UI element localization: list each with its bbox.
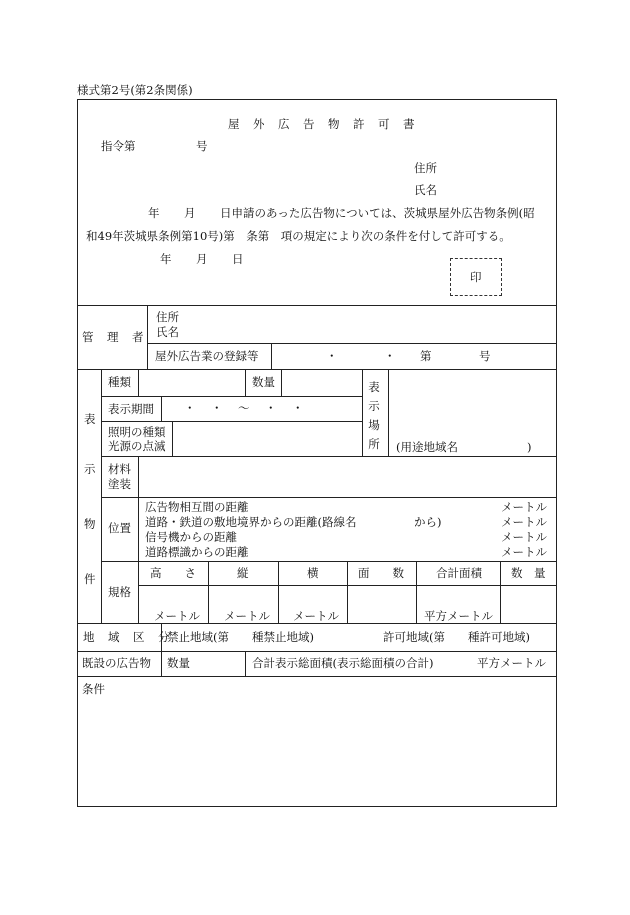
spec-label: 規格 (108, 585, 131, 599)
divider-line (388, 369, 389, 456)
divider-line (101, 396, 362, 397)
lighting-label: 照明の種類 (108, 425, 166, 439)
zone-name: (用途地域名 ) (396, 440, 532, 454)
divider-line (101, 421, 362, 422)
divider-line (101, 456, 557, 457)
location-char: 場 (368, 418, 380, 432)
divider-line (77, 651, 557, 652)
quantity-label: 数量 (252, 375, 275, 389)
divider-line (77, 623, 557, 624)
blinking-label: 光源の点滅 (108, 439, 166, 453)
permit-month: 月 (196, 252, 208, 266)
total-area-unit: 平方メートル (477, 656, 546, 670)
manager-label: 管 理 者 (82, 330, 145, 344)
registration-dot: ・ (326, 349, 338, 363)
divider-line (101, 497, 557, 498)
directive-suffix: 号 (196, 139, 208, 153)
divider-line (77, 369, 557, 370)
existing-signs-label: 既設の広告物 (82, 656, 151, 670)
distance-unit: メートル (501, 545, 547, 559)
total-area-label: 合計表示総面積(表示総面積の合計) (252, 656, 434, 670)
divider-line (101, 561, 557, 562)
manager-address-label: 住所 (156, 310, 179, 324)
display-vertical-char: 示 (84, 462, 96, 476)
spec-unit-width: メートル (293, 609, 339, 623)
body-text-line1: 日申請のあった広告物については、茨城県屋外広告物条例(昭 (220, 206, 535, 220)
manager-name-label: 氏名 (156, 325, 179, 339)
registration-number-suffix: 号 (479, 349, 491, 363)
display-vertical-char: 件 (84, 572, 96, 586)
divider-line (77, 676, 557, 677)
distance-unit: メートル (501, 515, 547, 529)
divider-line (245, 369, 246, 396)
divider-line (416, 561, 417, 623)
distance-unit: メートル (501, 500, 547, 514)
type-label: 種類 (108, 375, 131, 389)
directive-prefix: 指令第 (101, 139, 136, 153)
divider-line (161, 651, 162, 676)
spec-header-width: 横 (307, 566, 319, 580)
location-char: 表 (368, 380, 380, 394)
permitted-zone: 許可地域(第 種許可地域) (383, 630, 530, 644)
spec-header-total-area: 合計面積 (436, 566, 482, 580)
spec-header-length: 縦 (237, 566, 249, 580)
distance-item: 道路・鉄道の敷地境界からの距離(路線名 から) (145, 515, 442, 529)
period-label: 表示期間 (108, 402, 154, 416)
distance-unit: メートル (501, 530, 547, 544)
registration-number-prefix: 第 (420, 349, 432, 363)
seal-mark: 印 (470, 270, 482, 284)
material-label: 材料 (108, 462, 131, 476)
divider-line (138, 369, 139, 396)
zone-label: 地 域 区 分 (83, 630, 171, 644)
spec-unit-length: メートル (224, 609, 270, 623)
location-char: 示 (368, 399, 380, 413)
document-title: 屋 外 広 告 物 許 可 書 (228, 117, 416, 131)
registration-dot: ・ (384, 349, 396, 363)
distance-item: 道路標識からの距離 (145, 545, 249, 559)
divider-line (347, 561, 348, 623)
divider-line (271, 343, 272, 369)
spec-unit-total-area: 平方メートル (424, 609, 493, 623)
body-text-line2: 和49年茨城県条例第10号)第 条第 項の規定により次の条件を付して許可する。 (86, 229, 511, 243)
prohibited-zone: 禁止地域(第 種禁止地域) (167, 630, 314, 644)
position-label: 位置 (108, 521, 131, 535)
form-number: 様式第2号(第2条関係) (77, 83, 193, 97)
spec-header-height: 高 さ (150, 566, 196, 580)
permit-day: 日 (232, 252, 244, 266)
divider-line (138, 497, 139, 561)
divider-line (281, 369, 282, 396)
divider-line (500, 561, 501, 623)
divider-line (101, 369, 102, 623)
applicant-name-label: 氏名 (414, 183, 437, 197)
divider-line (77, 305, 557, 306)
conditions-label: 条件 (82, 682, 105, 696)
display-vertical-char: 物 (84, 517, 96, 531)
divider-line (138, 456, 139, 497)
permit-year: 年 (160, 252, 172, 266)
divider-line (208, 561, 209, 623)
registration-label: 屋外広告業の登録等 (155, 349, 259, 363)
divider-line (147, 305, 148, 369)
divider-line (245, 651, 246, 676)
applicant-address-label: 住所 (414, 161, 437, 175)
period-pattern: ・ ・ 〜 ・ ・ (184, 401, 306, 415)
divider-line (138, 561, 139, 623)
spec-unit-height: メートル (154, 609, 200, 623)
distance-item: 広告物相互間の距離 (145, 500, 249, 514)
divider-line (362, 369, 363, 456)
location-label (367, 378, 381, 454)
spec-header-count: 数 量 (511, 566, 546, 580)
spec-header-faces: 面 数 (358, 566, 404, 580)
application-month: 月 (184, 206, 196, 220)
coating-label: 塗装 (108, 477, 131, 491)
divider-line (172, 421, 173, 456)
divider-line (147, 343, 557, 344)
display-vertical-char: 表 (84, 412, 96, 426)
location-char: 所 (368, 437, 380, 451)
distance-item: 信号機からの距離 (145, 530, 237, 544)
divider-line (161, 396, 162, 421)
existing-quantity-label: 数量 (167, 656, 190, 670)
application-year: 年 (148, 206, 160, 220)
divider-line (278, 561, 279, 623)
